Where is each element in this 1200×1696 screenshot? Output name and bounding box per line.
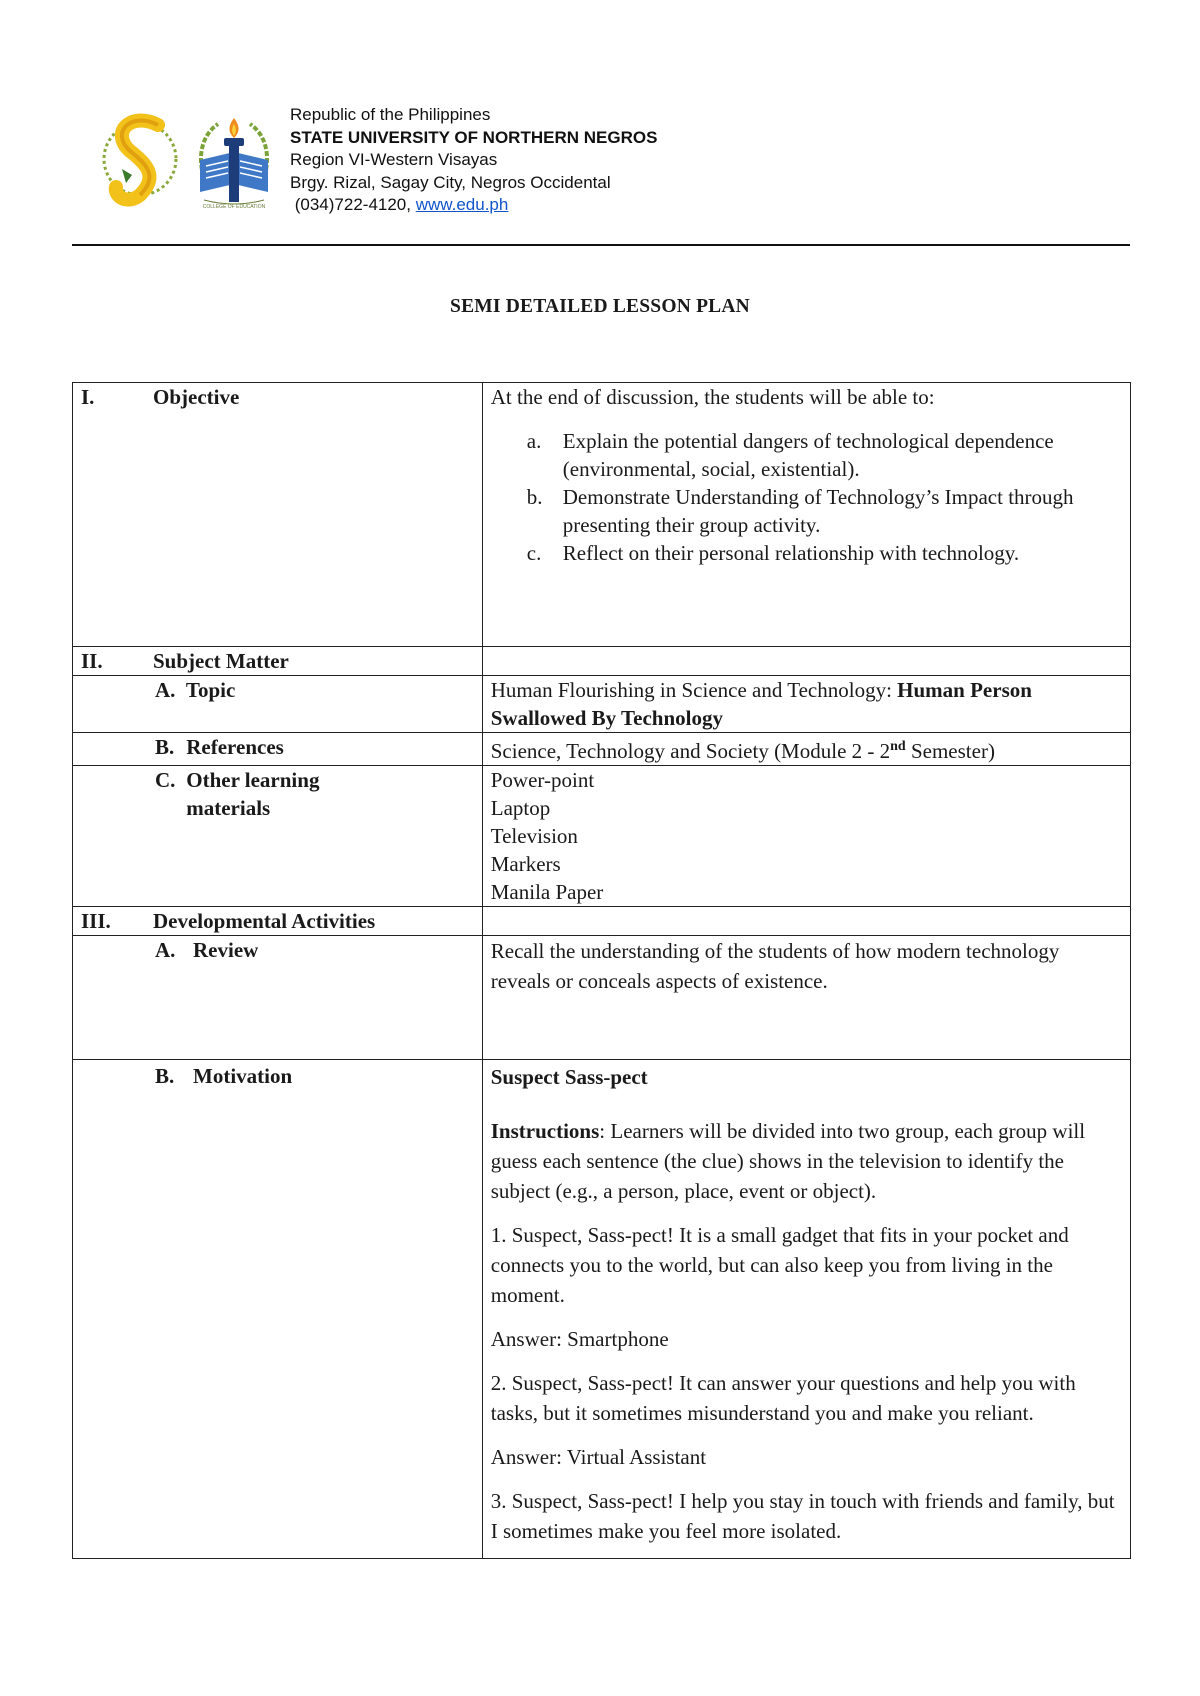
instructions-label: Instructions xyxy=(490,1119,600,1143)
lesson-plan-table xyxy=(72,382,1131,1559)
list-item: Television xyxy=(490,824,578,848)
materials-label-cell xyxy=(73,766,483,907)
clue-text: 1. Suspect, Sass-pect! It is a small gadget that fits in your pocket and connects you to the world, but can also keep you from living in the moment. xyxy=(490,1223,1069,1307)
instructions xyxy=(491,1116,1122,1206)
subject-matter-row xyxy=(73,647,1131,676)
reference-superscript: nd xyxy=(890,739,906,754)
motivation-content-cell xyxy=(482,1060,1130,1559)
subject-matter-label-cell xyxy=(73,647,483,676)
review-label-cell xyxy=(73,936,483,1060)
section-label: Objective xyxy=(153,385,240,409)
list-item: Power-point xyxy=(490,768,595,792)
section-label: Subject Matter xyxy=(153,649,289,673)
topic-prefix: Human Flourishing in Science and Technology: xyxy=(490,678,898,702)
sub-letter: A. xyxy=(155,678,176,702)
sub-letter: A. xyxy=(155,938,176,962)
letterhead xyxy=(0,0,1200,240)
section-number: III. xyxy=(81,909,111,933)
page-title: SEMI DETAILED LESSON PLAN xyxy=(450,296,750,317)
sub-label: Review xyxy=(193,938,259,962)
topic-label-cell xyxy=(73,676,483,733)
sub-letter: B. xyxy=(155,1064,175,1088)
objective-row xyxy=(73,383,1131,647)
sub-letter: C. xyxy=(155,768,176,792)
references-row xyxy=(73,733,1131,766)
materials-row xyxy=(73,766,1131,907)
list-item-text: Reflect on their personal relationship with technology. xyxy=(562,541,1020,565)
list-item: Manila Paper xyxy=(490,880,604,904)
review-row xyxy=(73,936,1131,1060)
objective-content-cell xyxy=(482,383,1130,647)
list-item xyxy=(491,483,1122,539)
republic-line: Republic of the Philippines xyxy=(290,105,491,124)
address-line: Brgy. Rizal, Sagay City, Negros Occidental xyxy=(290,172,611,192)
region-line: Region VI-Western Visayas xyxy=(290,150,498,169)
list-item: Laptop xyxy=(490,796,551,820)
topic-content-cell xyxy=(482,676,1130,733)
developmental-row xyxy=(73,907,1131,936)
list-item xyxy=(491,427,1122,483)
list-item: Markers xyxy=(490,852,561,876)
sub-label: Other learning xyxy=(186,768,320,792)
sub-label: Topic xyxy=(185,678,236,702)
empty-cell xyxy=(482,647,1130,676)
instructions-text: : Learners will be divided into two group, each group will guess each sentence (the clue) shows in the television to identify the subject (e.g., a person, place, event or object). xyxy=(490,1119,1086,1203)
section-label: Developmental Activities xyxy=(153,909,376,933)
review-content-cell xyxy=(482,936,1130,1060)
motivation-row xyxy=(73,1060,1131,1559)
list-item xyxy=(491,539,1122,567)
university-address-block xyxy=(290,104,657,217)
objective-list xyxy=(491,427,1122,567)
sub-letter: B. xyxy=(155,735,175,759)
answer-text: Answer: Smartphone xyxy=(490,1327,669,1351)
sub-label-continued: materials xyxy=(186,796,271,820)
answer-text: Answer: Virtual Assistant xyxy=(490,1445,707,1469)
reference-suffix: Semester) xyxy=(905,739,995,763)
phone-number: (034)722-4120, xyxy=(294,195,411,214)
activity-title: Suspect Sass-pect xyxy=(490,1065,648,1089)
objective-label-cell xyxy=(73,383,483,647)
sub-label: Motivation xyxy=(193,1064,293,1088)
materials-content-cell xyxy=(482,766,1130,907)
university-name: STATE UNIVERSITY OF NORTHERN NEGROS xyxy=(290,127,658,147)
header-divider xyxy=(72,244,1130,246)
list-item-text: Demonstrate Understanding of Technology’s Impact through presenting their group activity. xyxy=(562,485,1074,537)
list-item-text: Explain the potential dangers of technological dependence (environmental, social, existential). xyxy=(562,429,1054,481)
topic-row xyxy=(73,676,1131,733)
topic-title: Human Person Swallowed By Technology xyxy=(490,678,1032,730)
empty-cell xyxy=(482,907,1130,936)
section-number: I. xyxy=(81,385,95,409)
objective-intro: At the end of discussion, the students will be able to: xyxy=(490,385,935,409)
list-marker: c. xyxy=(526,541,542,565)
college-seal-icon xyxy=(188,110,280,214)
clue-text: 2. Suspect, Sass-pect! It can answer your questions and help you with tasks, but it sometimes misunderstand you and make you reliant. xyxy=(490,1371,1076,1425)
references-label-cell xyxy=(73,733,483,766)
review-text: Recall the understanding of the students of how modern technology reveals or conceals aspects of existence. xyxy=(490,939,1060,993)
reference-text: Science, Technology and Society (Module 2 - 2 xyxy=(490,739,891,763)
sub-label: References xyxy=(186,735,284,759)
list-marker: b. xyxy=(526,485,543,509)
references-content-cell xyxy=(482,733,1130,766)
list-marker: a. xyxy=(526,429,542,453)
svg-text:COLLEGE OF EDUCATION: COLLEGE OF EDUCATION xyxy=(202,204,266,210)
developmental-label-cell xyxy=(73,907,483,936)
section-number: II. xyxy=(81,649,103,673)
university-s-logo-icon xyxy=(100,103,180,215)
contact-line xyxy=(290,194,657,217)
website-link[interactable]: www.edu.ph xyxy=(415,195,509,214)
motivation-label-cell xyxy=(73,1060,483,1559)
clue-text: 3. Suspect, Sass-pect! I help you stay in touch with friends and family, but I sometimes make you feel more isolated. xyxy=(490,1489,1115,1543)
